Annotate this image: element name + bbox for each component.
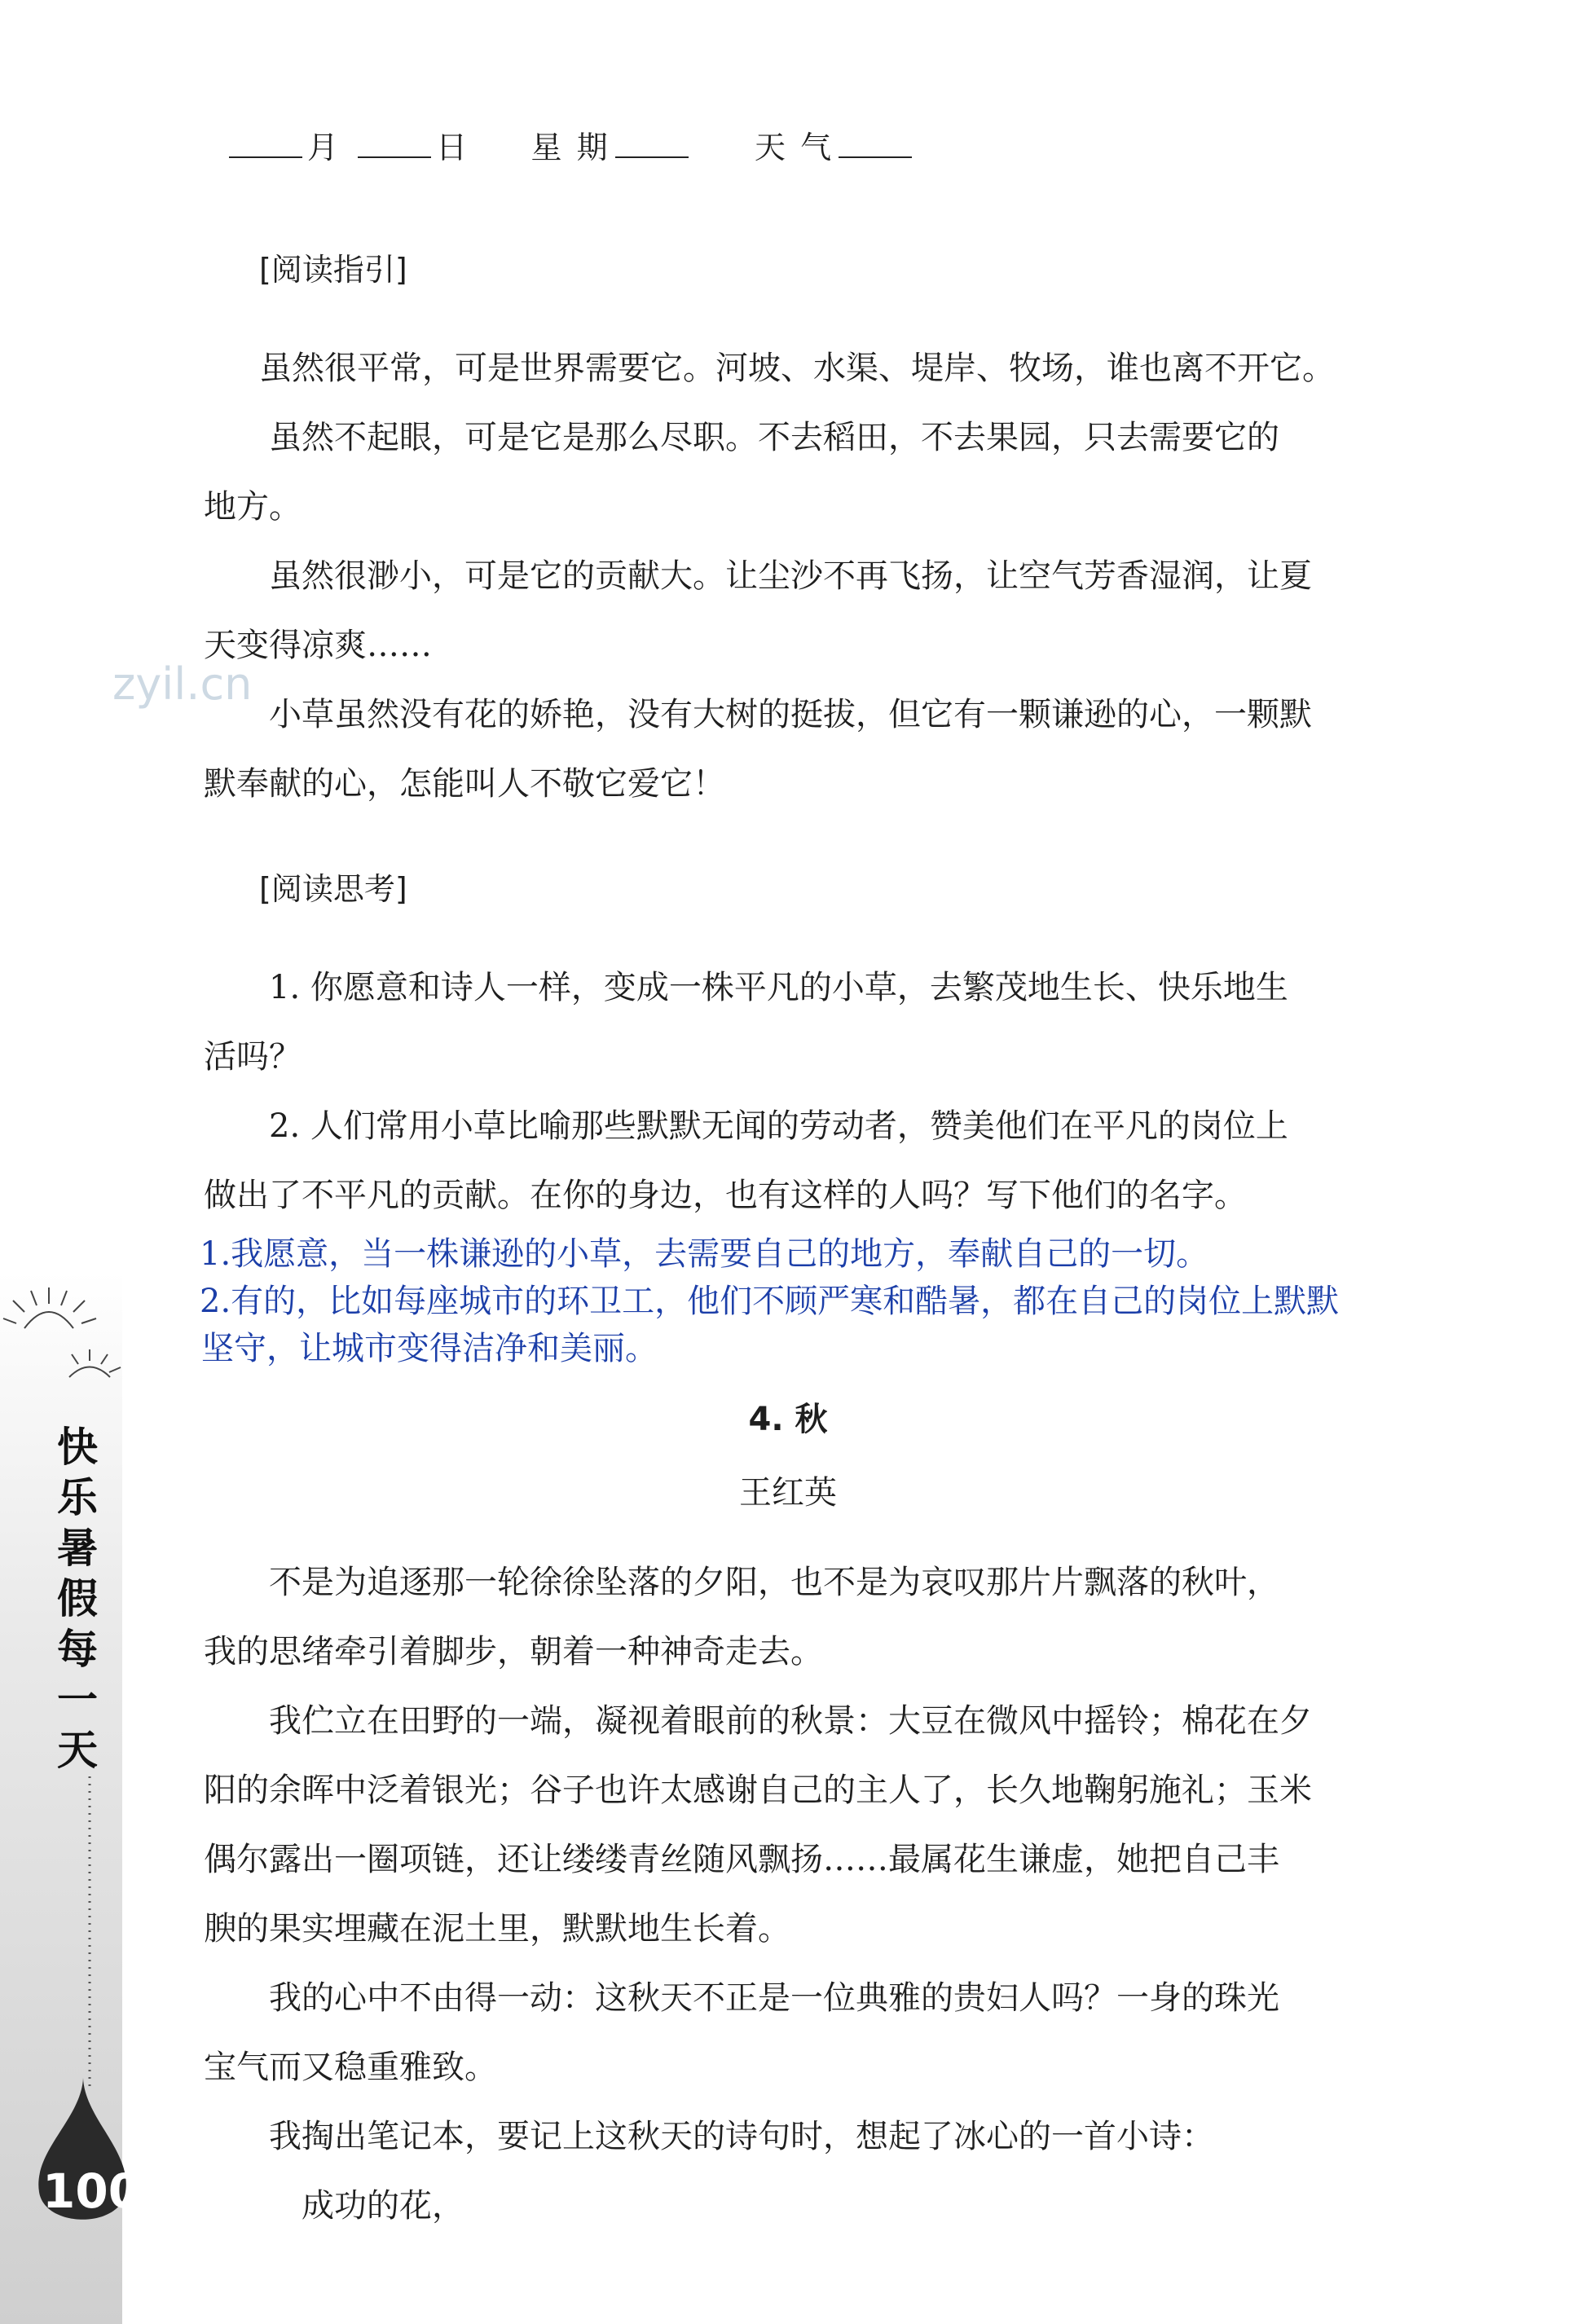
guide-line: 地方。: [204, 488, 302, 526]
article-title: 4. 秋: [748, 1401, 828, 1438]
question-line: 活吗？: [204, 1038, 302, 1076]
guide-line: 虽然很平常，可是世界需要它。河坡、水渠、堤岸、牧场，谁也离不开它。: [259, 350, 1335, 387]
month-label: 月: [307, 130, 341, 165]
sidebar-title-char: 乐: [57, 1474, 98, 1521]
article-line: 宝气而又稳重雅致。: [204, 2049, 497, 2086]
article-line: 阳的余晖中泛着银光；谷子也许太感谢自己的主人了，长久地鞠躬施礼；玉米: [204, 1772, 1312, 1809]
guide-line: 天变得凉爽……: [204, 627, 432, 664]
weekday-blank: [615, 132, 689, 158]
article-line: 我伫立在田野的一端，凝视着眼前的秋景：大豆在微风中摇铃；棉花在夕: [204, 1702, 1312, 1740]
reading-guide-heading: [阅读指引]: [259, 252, 407, 288]
questions-block: [204, 953, 1402, 1230]
sidebar-title: [49, 1422, 106, 1776]
date-weather-header: [224, 122, 917, 167]
reading-think-heading: [阅读思考]: [259, 871, 407, 907]
page-number: 100: [42, 2163, 142, 2219]
sidebar-title-char: 假: [57, 1575, 98, 1622]
article-body: [204, 1548, 1402, 2241]
day-blank: [358, 132, 431, 158]
guide-line: 虽然很渺小，可是它的贡献大。让尘沙不再飞扬，让空气芳香湿润，让夏: [204, 557, 1312, 595]
question-line: 1. 你愿意和诗人一样，变成一株平凡的小草，去繁茂地生长、快乐地生: [204, 969, 1288, 1006]
article-line: 偶尔露出一圈项链，还让缕缕青丝随风飘扬……最属花生谦虚，她把自己丰: [204, 1841, 1279, 1878]
sidebar-title-char: 快: [57, 1424, 98, 1471]
weekday-label: 星 期: [530, 130, 610, 165]
watermark: zyil.cn: [112, 658, 253, 710]
sidebar-title-char: 每: [57, 1626, 98, 1673]
guide-line: 虽然不起眼，可是它是那么尽职。不去稻田，不去果园，只去需要它的: [204, 419, 1279, 456]
article-line: 我的心中不由得一动：这秋天不正是一位典雅的贵妇人吗？一身的珠光: [204, 1979, 1279, 2017]
answers-block: [200, 1230, 1503, 1372]
article-line: 不是为追逐那一轮徐徐坠落的夕阳，也不是为哀叹那片片飘落的秋叶，: [204, 1564, 1279, 1601]
article-line: 腴的果实埋藏在泥土里，默默地生长着。: [204, 1910, 790, 1948]
question-line: 2. 人们常用小草比喻那些默默无闻的劳动者，赞美他们在平凡的岗位上: [204, 1107, 1288, 1145]
answer-line: 1.我愿意，当一株谦逊的小草，去需要自己的地方，奉献自己的一切。: [200, 1235, 1209, 1273]
guide-line: 小草虽然没有花的娇艳，没有大树的挺拔，但它有一颗谦逊的心，一颗默: [204, 696, 1312, 733]
guide-line: 默奉献的心，怎能叫人不敬它爱它！: [204, 765, 725, 803]
article-author: 王红英: [739, 1474, 837, 1512]
weather-label: 天 气: [755, 130, 834, 165]
sidebar-title-char: 天: [57, 1727, 98, 1774]
article-line: 我掏出笔记本，要记上这秋天的诗句时，想起了冰心的一首小诗：: [204, 2118, 1214, 2155]
day-label: 日: [436, 130, 470, 165]
answer-line: 坚守，让城市变得洁净和美丽。: [201, 1330, 658, 1367]
sidebar-title-char: 暑: [57, 1525, 98, 1572]
answer-line: 2.有的，比如每座城市的环卫工，他们不顾严寒和酷暑，都在自己的岗位上默默: [200, 1283, 1340, 1320]
article-line: 我的思绪牵引着脚步，朝着一种神奇走去。: [204, 1633, 823, 1670]
guide-text-block: [204, 403, 1402, 819]
month-blank: [229, 132, 302, 158]
article-line: 成功的花，: [204, 2187, 464, 2225]
sidebar-title-char: 一: [57, 1676, 98, 1723]
weather-blank: [839, 132, 912, 158]
question-line: 做出了不平凡的贡献。在你的身边，也有这样的人吗？写下他们的名字。: [204, 1177, 1247, 1214]
guide-text: [259, 334, 1457, 403]
